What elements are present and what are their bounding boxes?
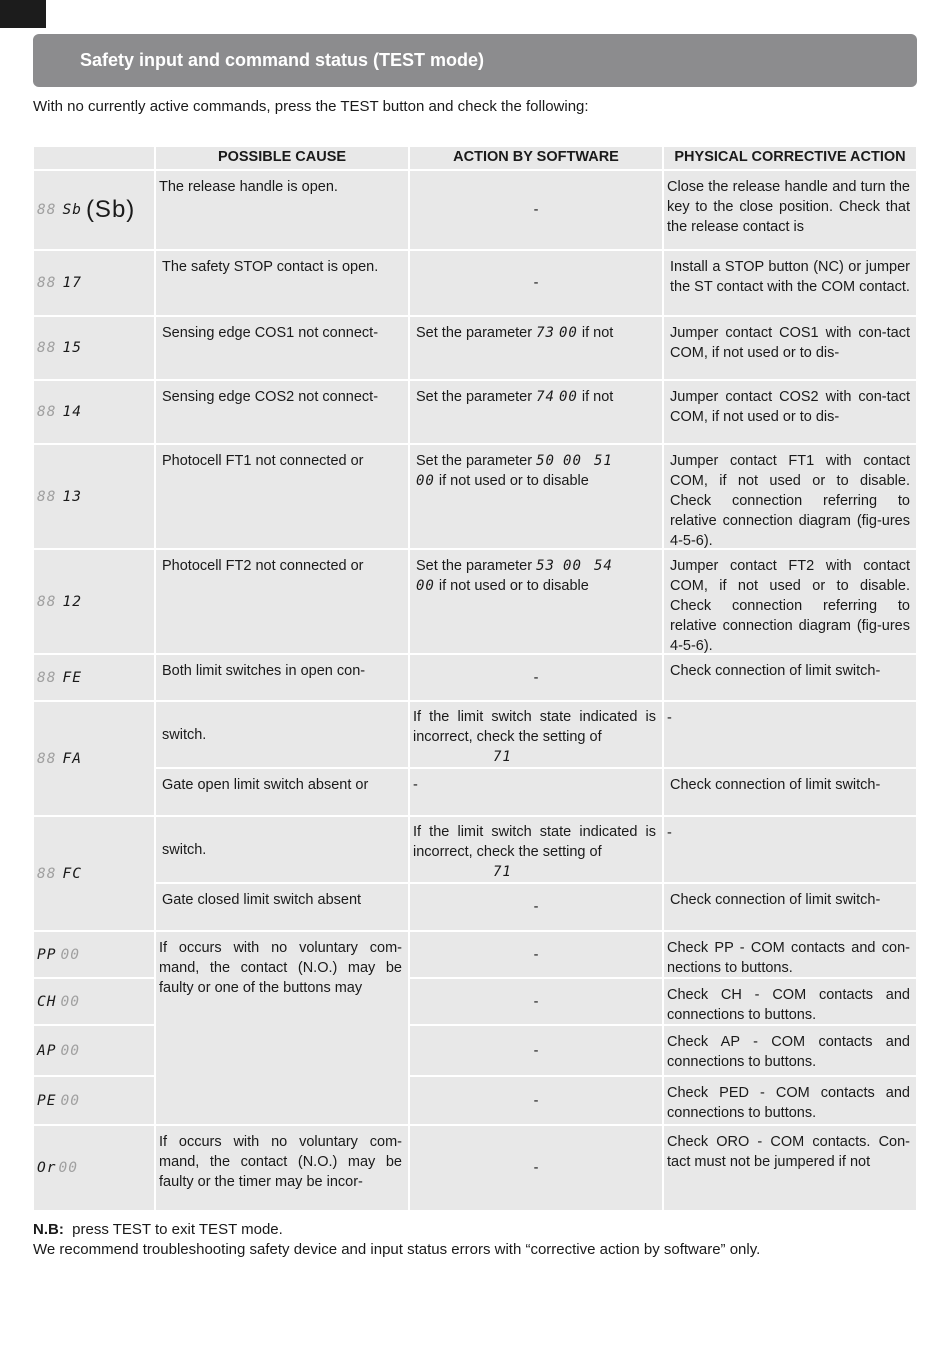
cause-sb: The release handle is open. — [156, 171, 408, 249]
physical-cos1: Jumper contact COS1 with con-tact COM, if not used or to dis- — [664, 317, 916, 379]
physical-ch: Check CH - COM contacts and connections to buttons. — [664, 979, 916, 1024]
software-fa-1: If the limit switch state indicated is incorrect, check the setting of 71 — [410, 702, 662, 767]
intro-text: With no currently active commands, press the TEST button and check the following: — [33, 98, 589, 115]
cause-ft1: Photocell FT1 not connected or — [156, 445, 408, 548]
code-cos2: 88 14 — [34, 381, 154, 443]
software-fc-1: If the limit switch state indicated is incorrect, check the setting of 71 — [410, 817, 662, 882]
software-ft1: Set the parameter 50 00 51 00 if not used or to disable — [410, 445, 662, 548]
physical-ft2: Jumper contact FT2 with contact COM, if not used or to disable. Check connection referring to relative connection diagram (fig-ures 4-5-6). — [664, 550, 916, 653]
software-st: - — [410, 251, 662, 315]
code-fe: 88 FE — [34, 655, 154, 700]
code-ap: AP 00 — [34, 1026, 154, 1075]
code-ch: CH 00 — [34, 979, 154, 1024]
code-or: Or 00 — [34, 1126, 154, 1210]
software-pe: - — [410, 1077, 662, 1124]
cause-st: The safety STOP contact is open. — [156, 251, 408, 315]
code-ft2: 88 12 — [34, 550, 154, 653]
code-ft1: 88 13 — [34, 445, 154, 548]
cause-ft2: Photocell FT2 not connected or — [156, 550, 408, 653]
software-sb: - — [410, 171, 662, 249]
software-or: - — [410, 1126, 662, 1210]
cause-fa-2: Gate open limit switch absent or — [156, 769, 408, 815]
nb-note: N.B: press TEST to exit TEST mode. — [33, 1221, 283, 1238]
code-fc: 88 FC — [34, 817, 154, 930]
cause-fe: Both limit switches in open con- — [156, 655, 408, 700]
header-possible-cause: POSSIBLE CAUSE — [156, 147, 408, 169]
cause-fc-1: switch. — [156, 817, 408, 882]
physical-fc-2: Check connection of limit switch- — [664, 884, 916, 930]
param-74: 74 — [536, 389, 555, 405]
cause-fa-1: switch. — [156, 702, 408, 767]
physical-fa-1: - — [664, 702, 916, 767]
code-sb: 88 Sb (Sb) — [34, 171, 154, 249]
cause-fc-2: Gate closed limit switch absent — [156, 884, 408, 930]
footer-notes — [33, 1220, 760, 1260]
physical-fc-1: - — [664, 817, 916, 882]
param-71: 71 — [493, 864, 512, 880]
recommendation-note: We recommend troubleshooting safety device and input status errors with “corrective action by software” only. — [33, 1241, 761, 1258]
physical-ft1: Jumper contact FT1 with contact COM, if not used or to disable. Check connection referring to relative connection diagram (fig-ures 4-5-6). — [664, 445, 916, 548]
header-blank — [34, 147, 154, 169]
physical-pe: Check PED - COM contacts and connections to buttons. — [664, 1077, 916, 1124]
physical-or: Check ORO - COM contacts. Con-tact must not be jumpered if not — [664, 1126, 916, 1210]
code-cos1: 88 15 — [34, 317, 154, 379]
software-cos2: Set the parameter 74 00 if not — [410, 381, 662, 443]
cause-buttons: If occurs with no voluntary com-mand, the contact (N.O.) may be faulty or one of the buttons may — [156, 932, 408, 1124]
physical-ap: Check AP - COM contacts and connections to buttons. — [664, 1026, 916, 1075]
software-fa-2: - — [410, 769, 662, 815]
section-title: Safety input and command status (TEST mode) — [33, 34, 917, 87]
code-fa: 88 FA — [34, 702, 154, 815]
cause-cos2: Sensing edge COS2 not connect- — [156, 381, 408, 443]
software-ap: - — [410, 1026, 662, 1075]
param-71: 71 — [493, 749, 512, 765]
software-fe: - — [410, 655, 662, 700]
software-ft2: Set the parameter 53 00 54 00 if not used or to disable — [410, 550, 662, 653]
code-st: 88 17 — [34, 251, 154, 315]
software-pp: - — [410, 932, 662, 977]
corner-block — [0, 0, 46, 28]
physical-cos2: Jumper contact COS2 with con-tact COM, if not used or to dis- — [664, 381, 916, 443]
code-pp: PP 00 — [34, 932, 154, 977]
header-action-by-software: ACTION BY SOFTWARE — [410, 147, 662, 169]
software-fc-2: - — [410, 884, 662, 930]
cause-cos1: Sensing edge COS1 not connect- — [156, 317, 408, 379]
cause-or: If occurs with no voluntary com-mand, the contact (N.O.) may be faulty or the timer may be incor- — [156, 1126, 408, 1210]
physical-pp: Check PP - COM contacts and con-nections to buttons. — [664, 932, 916, 977]
test-mode-table — [34, 147, 916, 1210]
software-cos1: Set the parameter 73 00 if not — [410, 317, 662, 379]
physical-fa-2: Check connection of limit switch- — [664, 769, 916, 815]
physical-sb: Close the release handle and turn the key to the close position. Check that the release contact is — [664, 171, 916, 249]
code-pe: PE 00 — [34, 1077, 154, 1124]
physical-fe: Check connection of limit switch- — [664, 655, 916, 700]
software-ch: - — [410, 979, 662, 1024]
physical-st: Install a STOP button (NC) or jumper the ST contact with the COM contact. — [664, 251, 916, 315]
header-physical-action: PHYSICAL CORRECTIVE ACTION — [664, 147, 916, 169]
param-73: 73 — [536, 325, 555, 341]
